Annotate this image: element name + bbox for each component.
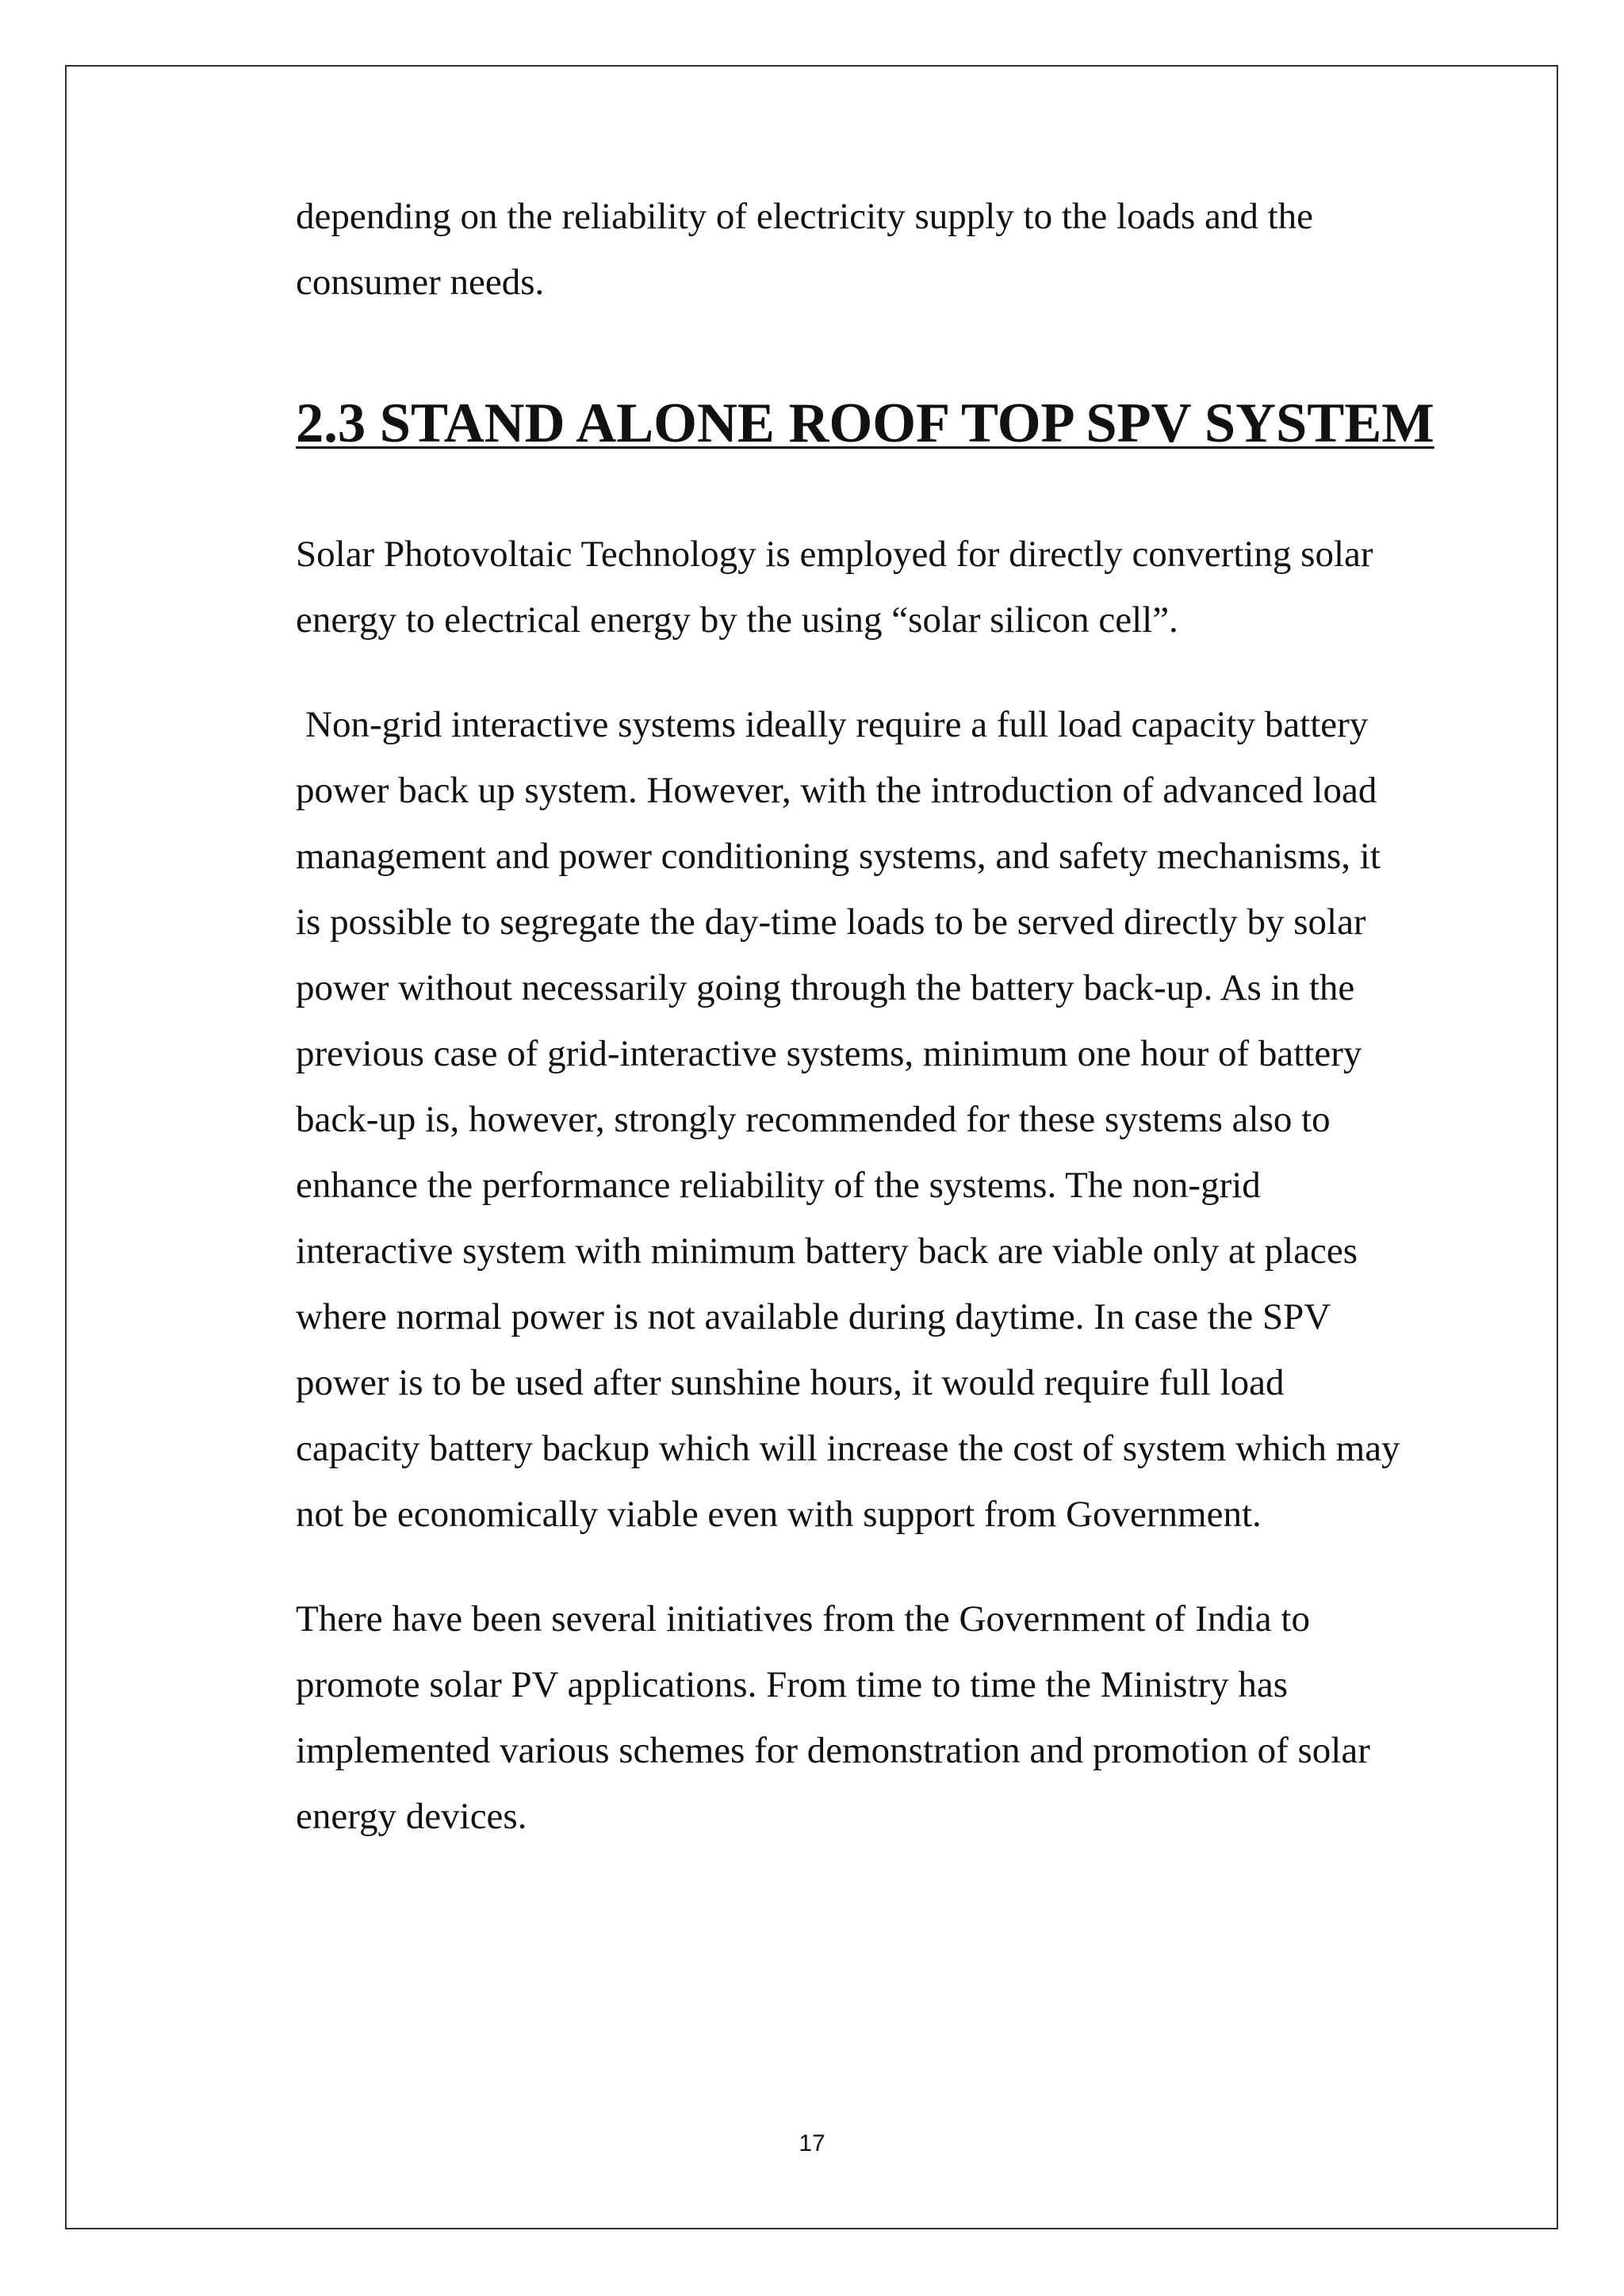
text-line: There have been several initiatives from the Government of India to xyxy=(296,1598,1310,1640)
text-line: depending on the reliability of electricity supply to the loads and the xyxy=(296,196,1314,237)
text-line: promote solar PV applications. From time to time the Ministry has xyxy=(296,1664,1289,1705)
text-line: previous case of grid-interactive systems, minimum one hour of battery xyxy=(296,1033,1362,1074)
text-line: power back up system. However, with the introduction of advanced load xyxy=(296,770,1377,811)
page-number: 17 xyxy=(799,2130,825,2156)
paragraph-solar-pv-intro xyxy=(296,522,1438,653)
text-line: power is to be used after sunshine hours, it would require full load xyxy=(296,1362,1285,1403)
text-line: back-up is, however, strongly recommended for these systems also to xyxy=(296,1099,1331,1140)
text-line: power without necessarily going through the battery back-up. As in the xyxy=(296,967,1355,1008)
text-line: management and power conditioning systems, and safety mechanisms, it xyxy=(296,836,1381,877)
text-line: consumer needs. xyxy=(296,262,545,303)
text-line: implemented various schemes for demonstration and promotion of solar xyxy=(296,1730,1370,1771)
paragraph-non-grid-systems xyxy=(296,692,1438,1548)
text-line: capacity battery backup which will increase the cost of system which may xyxy=(296,1428,1400,1469)
text-line: Solar Photovoltaic Technology is employed for directly converting solar xyxy=(296,534,1373,575)
text-line: energy devices. xyxy=(296,1796,527,1837)
paragraph-government-initiatives xyxy=(296,1586,1438,1850)
text-line: not be economically viable even with support from Government. xyxy=(296,1494,1262,1535)
page-content xyxy=(296,184,1438,1850)
text-line: is possible to segregate the day-time loads to be served directly by solar xyxy=(296,901,1366,943)
text-line: energy to electrical energy by the using “solar silicon cell”. xyxy=(296,599,1178,641)
text-line: where normal power is not available during daytime. In case the SPV xyxy=(296,1296,1331,1337)
text-line: enhance the performance reliability of the systems. The non-grid xyxy=(296,1165,1261,1206)
section-heading: 2.3 STAND ALONE ROOF TOP SPV SYSTEM xyxy=(296,392,1434,454)
paragraph-continuation xyxy=(296,184,1438,316)
text-line: interactive system with minimum battery back are viable only at places xyxy=(296,1230,1358,1272)
text-line: Non-grid interactive systems ideally require a full load capacity battery xyxy=(305,704,1369,745)
